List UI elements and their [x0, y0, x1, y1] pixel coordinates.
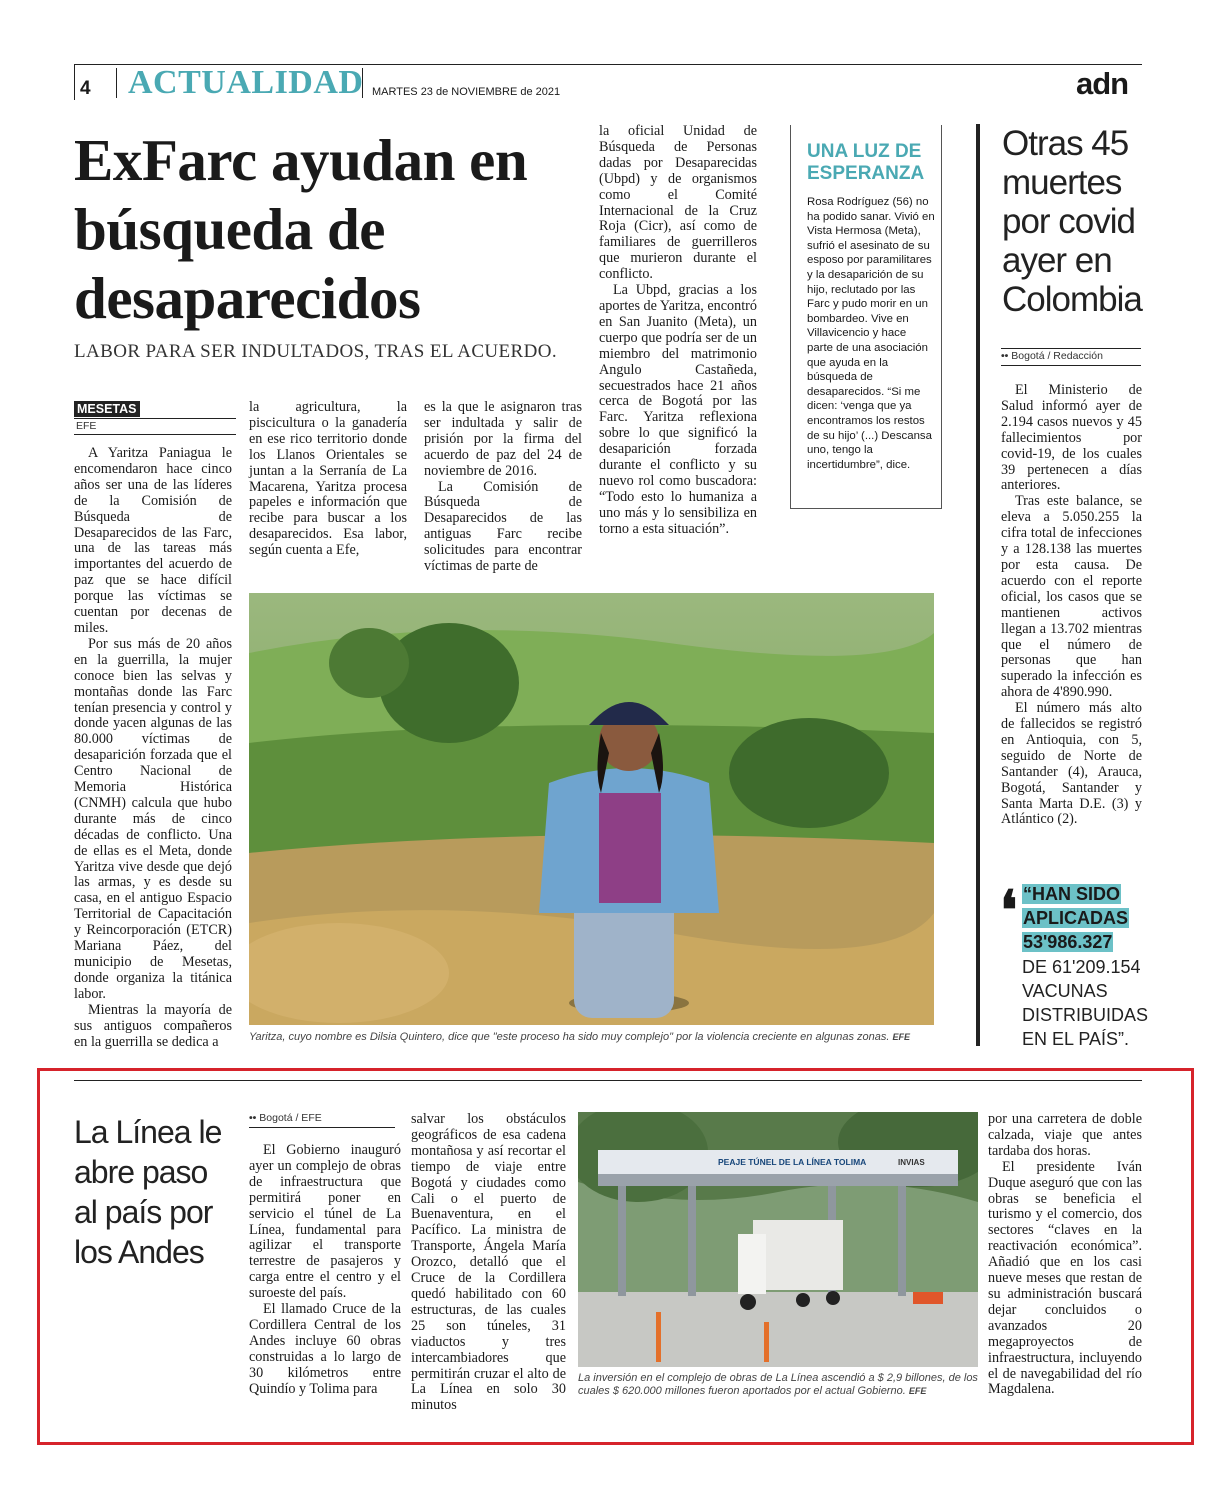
main-subtitle: LABOR PARA SER INDULTADOS, TRAS EL ACUERDO.	[74, 341, 558, 362]
main-col4-p2: La Ubpd, gracias a los aportes de Yaritza, encontró en San Juanito (Meta), un cuerpo que podría ser de un miembro del matrimonio Angulo Castañeda, secuestrados hace 21 años cerca de Bogotá por las Farc. Yaritza reflexiona sobre lo que significó la desaparición forzada durante el conflicto y su nuevo rol como buscadora: “Todo esto lo humaniza a uno más y lo sensibiliza en torno a esta situación”.	[599, 282, 757, 537]
bottom-section-rule	[74, 1080, 1142, 1081]
main-col2-p1: la agricultura, la piscicultura o la ganadería en ese rico territorio donde los Llanos Orientales se juntan a la Serranía de La Macarena, Yaritza procesa papeles e información que recibe para buscar a los desaparecidos. Esa labor, según cuenta a Efe,	[249, 399, 407, 559]
linea-col1-p1: El Gobierno inauguró ayer un complejo de obras de infraestructura que permitirá poner en servicio el túnel de La Línea, fundamental para agilizar el transporte terrestre de pasajeros y carga entre el centro y el suroeste del país.	[249, 1142, 401, 1302]
linea-byline-wrap	[249, 1112, 322, 1124]
header-left-rule	[74, 64, 75, 100]
covid-column-bar	[976, 124, 980, 1046]
covid-byline-wrap	[1001, 350, 1103, 362]
toll-sign: PEAJE TÚNEL DE LA LÍNEA TOLIMA	[718, 1157, 867, 1167]
main-col-1	[74, 446, 232, 1050]
adn-logo: adn	[1076, 66, 1129, 101]
linea-col1-p2: El llamado Cruce de la Cordillera Central de los Andes incluye 60 obras construidas a lo largo de 30 kilómetros entre Quindío y Tolima para	[249, 1301, 401, 1397]
main-byline: EFE	[76, 420, 97, 432]
linea-col-2	[411, 1112, 566, 1414]
covid-byline: Bogotá / Redacción	[1011, 350, 1103, 362]
quote-line-1: “HAN SIDO	[1023, 884, 1121, 904]
linea-byline: Bogotá / EFE	[259, 1112, 322, 1124]
quote-mark-icon: ❛	[1000, 878, 1018, 942]
main-caption-text: Yaritza, cuyo nombre es Dilsia Quintero, dice que "este proceso ha sido muy complejo" por la violencia creciente en algunas zonas.	[249, 1031, 890, 1043]
covid-byline-rule	[1001, 365, 1141, 366]
main-col1-p3: Mientras la mayoría de sus antiguos compañeros en la guerrilla se dedica a	[74, 1001, 232, 1050]
quote-rest: DE 61'209.154 VACUNAS DISTRIBUIDAS EN EL PAÍS”.	[1022, 957, 1149, 1049]
linea-col3-p2: El presidente Iván Duque aseguró que con las obras se beneficia el turismo y el comercio, dos sectores “claves en la reactivación económica”. Añadió que en los casi nueve meses que restan de su administración buscará dejar concluidos o avanzados 20 megaproyectos de infraestructura, incluyendo el de navegabilidad del río Magdalena.	[988, 1158, 1142, 1398]
main-caption-credit: EFE	[892, 1032, 911, 1042]
kicker-rule	[74, 418, 236, 419]
main-col3-p1: es la que le asignaron tras ser indultada y salir de prisión por la firma del acuerdo de paz del 24 de noviembre de 2016.	[424, 399, 582, 479]
covid-byline-rule-top	[1001, 348, 1141, 349]
quote-line-2: APLICADAS	[1023, 908, 1129, 928]
main-col1-p2: Por sus más de 20 años en la guerrilla, la mujer conoce bien las selvas y montañas donde las Farc tenían presencia y control y donde yacen algunas de las 80.000 víctimas de desaparición forzada que el Centro Nacional de Memoria Histórica (CNMH) calcula que hubo durante más de cinco décadas de conflicto. Una de ellas es el Meta, donde Yaritza vive desde que dejó las armas, y es desde su casa, en el antiguo Espacio Territorial de Capacitación y Reincorporación (ETCR) Mariana Páez, del municipio de Mesetas, donde organiza la titánica labor.	[74, 635, 232, 1002]
covid-title: Otras 45 muertes por covid ayer en Colombia	[1002, 124, 1142, 319]
covid-byline-dots: ••	[1001, 350, 1012, 362]
header-divider	[116, 68, 117, 98]
main-col1-p1: A Yaritza Paniagua le encomendaron hace cinco años ser una de las líderes de la Comisión de Búsqueda de Desaparecidos de las Farc, una de las tareas más importantes del acuerdo de paz que se hace difícil porque las víctimas se cuentan por decenas de miles.	[74, 445, 232, 636]
covid-p3: El número más alto de fallecidos se registró en Antioquia, con 5, seguido de Norte de Santander (4), Arauca, Bogotá, Santander y Santa Marta D.E. (3) y Atlántico (2).	[1001, 700, 1142, 828]
esperanza-title: UNA LUZ DE ESPERANZA	[807, 141, 925, 184]
main-col3-p2: La Comisión de Búsqueda de Desaparecidos de las antiguas Farc recibe solicitudes para encontrar víctimas de parte de	[424, 478, 582, 575]
byline-rule	[74, 434, 236, 435]
main-kicker-wrap	[74, 400, 140, 418]
esperanza-text: Rosa Rodríguez (56) no ha podido sanar. Vivió en Vista Hermosa (Meta), sufrió el asesinato de su esposo por paramilitares y la desaparición de su hijo, reclutado por las Farc y pudo morir en un bombardeo. Vive en Villavicencio y hace parte de una asociación que ayuda en la búsqueda de desaparecidos. “Si me dicen: ‘venga que ya encontramos los restos de su hijo’ (...) Descansa uno, tengo la incertidumbre”, dice.	[807, 196, 935, 471]
linea-byline-rule	[249, 1127, 395, 1128]
issue-date: MARTES 23 de NOVIEMBRE de 2021	[372, 86, 561, 98]
linea-col2-p1: salvar los obstáculos geográficos de esa cadena montañosa y así recortar el tiempo de viaje entre Bogotá y ciudades como Cali o el puerto de Buenaventura, en el Pacífico. La ministra de Transporte, Ángela María Orozco, detalló que el Cruce de la Cordillera quedó habilitado con 60 estructuras, de las cuales 25 son túneles, 31 viaductos y tres intercambiadores que permitirán cruzar el alto de La Línea en solo 30 minutos	[411, 1111, 566, 1414]
main-photo-caption	[249, 1031, 939, 1044]
toll-brand: INVIAS	[898, 1158, 925, 1167]
quote-highlight	[1022, 882, 1147, 954]
main-photo	[249, 593, 934, 1025]
main-col-2	[249, 400, 407, 559]
quote-line-3: 53'986.327	[1023, 932, 1113, 952]
main-col-3	[424, 400, 582, 575]
linea-col-3	[988, 1112, 1142, 1398]
main-col4-p1: la oficial Unidad de Búsqueda de Personas dadas por Desaparecidas (Ubpd) y de organismos como el Comité Internacional de la Cruz Roja (Cicr), así como de familiares de guerrilleros que murieron durante el conflicto.	[599, 123, 757, 283]
main-headline: ExFarc ayudan en búsqueda de desaparecidos	[74, 127, 528, 331]
linea-caption-text: La inversión en el complejo de obras de La Línea ascendió a $ 2,9 billones, de los cuales $ 620.000 millones fueron aportados por el actual Gobierno.	[578, 1372, 978, 1397]
covid-body	[1001, 383, 1142, 828]
page-number: 4	[80, 78, 91, 99]
main-kicker: MESETAS	[74, 401, 140, 417]
covid-p1: El Ministerio de Salud informó ayer de 2.194 casos nuevos y 45 fallecimientos por covid-19, de los cuales 39 pertenecen a días anteriores.	[1001, 382, 1142, 494]
linea-title: La Línea le abre paso al país por los Andes	[74, 1114, 222, 1270]
linea-byline-dots: ••	[249, 1112, 260, 1124]
linea-caption-credit: EFE	[908, 1386, 927, 1396]
main-col-4	[599, 124, 757, 538]
covid-p2: Tras este balance, se eleva a 5.050.255 la cifra total de infecciones y a 128.138 las muertes por esta causa. De acuerdo con el reporte oficial, los casos que se mantienen activos llegan a 13.702 mientras que el número de personas que han superado la infección es ahora de 4'890.990.	[1001, 493, 1142, 701]
linea-col3-p1: por una carretera de doble calzada, viaje que antes tardaba dos horas.	[988, 1111, 1142, 1159]
linea-photo-image	[578, 1112, 978, 1367]
section-title: ACTUALIDAD	[128, 64, 364, 101]
linea-col-1	[249, 1143, 401, 1398]
esperanza-box	[790, 125, 942, 509]
linea-photo	[578, 1112, 978, 1367]
main-photo-image	[249, 593, 934, 1025]
linea-photo-caption	[578, 1372, 978, 1398]
